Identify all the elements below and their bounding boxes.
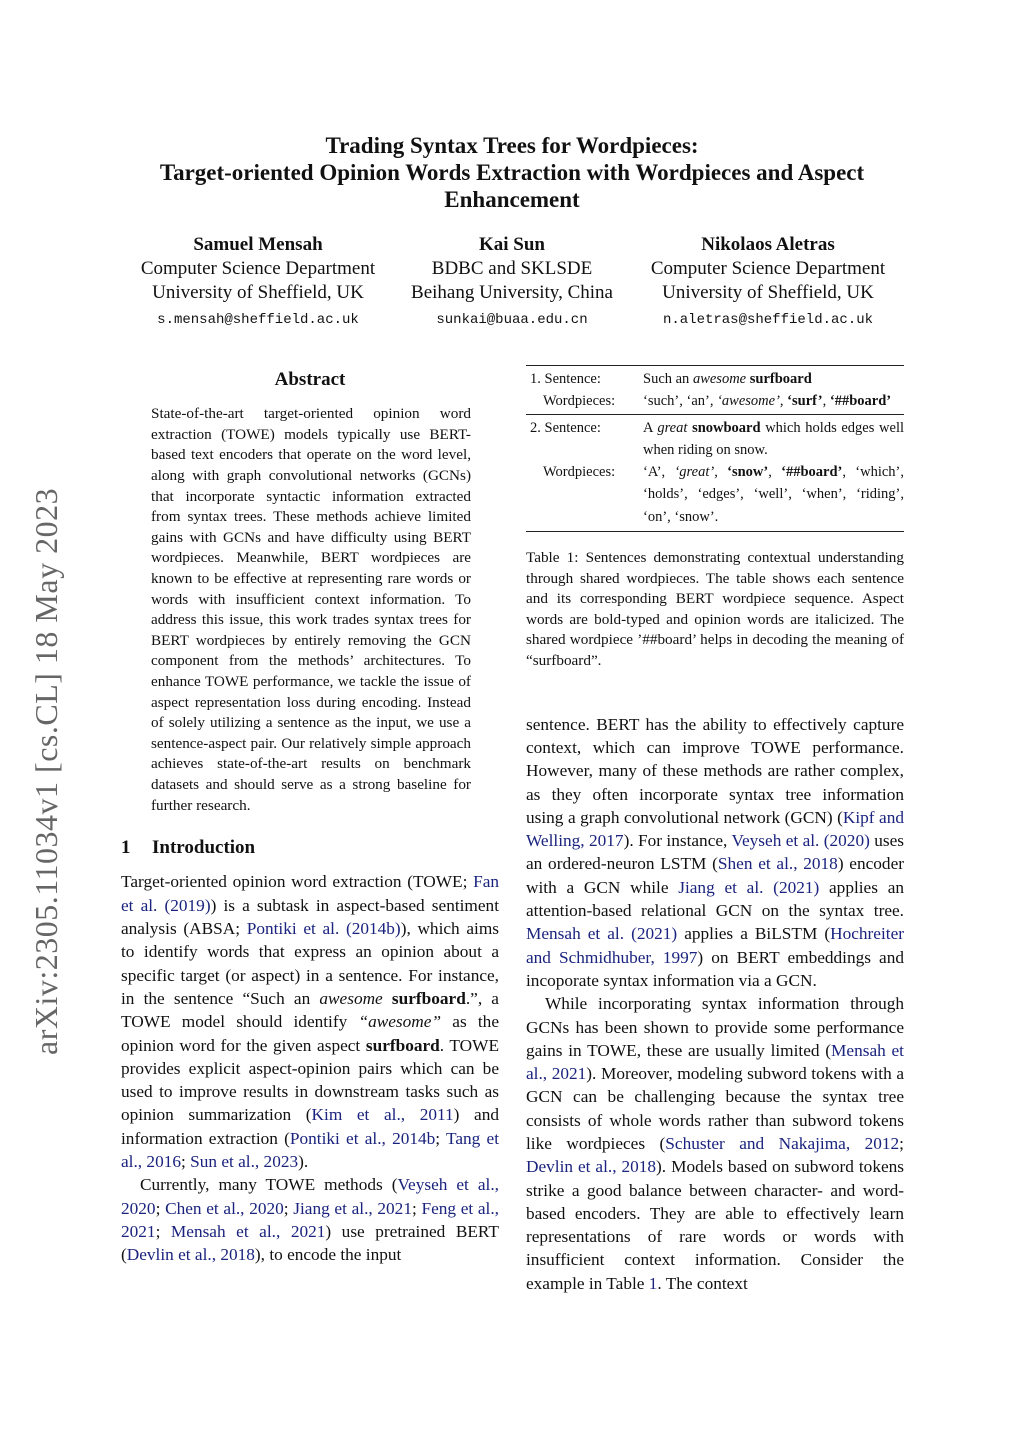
body-paragraph: While incorporating syntax information through GCNs has been shown to provide some performance gains in TOWE, these are usually limited (Mensah et al., 2021). Moreover, modeling subword tokens with a GCN can be challenging because the syntax tree consists of whole words rather than subword tokens like wordpieces (Schuster and Nakajima, 2012; Devlin et al., 2018). Models based on subword tokens strike a good balance between character- and word-based encoders. They are able to effectively learn representations of rare words or words with insufficient context information. Consider the example in Table 1. The context xyxy=(526,994,905,1293)
citation-link[interactable]: Kipf and Welling, 2017 xyxy=(526,807,905,851)
citation-link[interactable]: Devlin et al., 2018 xyxy=(526,1157,657,1177)
author-name: Nikolaos Aletras xyxy=(701,234,835,255)
table-cell: A great snowboard which holds edges well when riding on snow. xyxy=(643,419,905,458)
citation-link[interactable]: Mensah et al., 2021 xyxy=(170,1221,326,1241)
citation-link[interactable]: Jiang et al. (2021) xyxy=(678,877,820,897)
citation-link[interactable]: Sun et al., 2023 xyxy=(190,1152,299,1172)
author-affiliation: University of Sheffield, UK xyxy=(662,282,874,303)
arxiv-identifier: arXiv:2305.11034v1 [cs.CL] 18 May 2023 xyxy=(28,487,64,1055)
right-body xyxy=(526,713,904,1295)
citation-link[interactable]: Mensah et al. (2021) xyxy=(526,924,678,944)
author-3 xyxy=(628,233,908,332)
table-1 xyxy=(526,365,904,532)
title-line: Enhancement xyxy=(444,187,580,212)
left-column xyxy=(121,360,499,1267)
author-email: sunkai@buaa.edu.cn xyxy=(436,312,588,328)
intro-paragraph-2: Currently, many TOWE methods (Veyseh et al., 2020; Chen et al., 2020; Jiang et al., 2021; Feng et al., 2021; Mensah et al., 2021) use pretrained BERT (Devlin et al., 2018), to encode the input xyxy=(121,1175,499,1265)
table-row-label: Wordpieces: xyxy=(543,464,616,481)
citation-link[interactable]: Veyseh et al., 2020 xyxy=(121,1175,499,1218)
title-line: Target-oriented Opinion Words Extraction with Wordpieces and Aspect xyxy=(159,160,865,185)
author-affiliation: BDBC and SKLSDE xyxy=(431,258,593,279)
citation-link[interactable]: Jiang et al., 2021 xyxy=(293,1198,412,1218)
citation-link[interactable]: Chen et al., 2020 xyxy=(165,1198,284,1218)
citation-link[interactable]: Feng et al., 2021 xyxy=(121,1198,499,1241)
citation-link[interactable]: Veyseh et al. (2020) xyxy=(731,831,870,851)
citation-link[interactable]: Pontiki et al. (2014b) xyxy=(246,919,401,939)
author-email: n.aletras@sheffield.ac.uk xyxy=(662,312,874,328)
author-name: Samuel Mensah xyxy=(193,234,323,255)
citation-link[interactable]: Schuster and Nakajima, 2012 xyxy=(665,1133,900,1153)
author-affiliation: Computer Science Department xyxy=(650,258,886,279)
table-row xyxy=(526,368,904,390)
citation-link[interactable]: Fan et al. (2019) xyxy=(121,872,499,915)
table-caption: Table 1: Sentences demonstrating contextual understanding through shared wordpieces. The table shows each sentence and its corresponding BERT wordpiece sequence. Aspect words are bold-typed and opinion words are italicized. The shared wordpiece ’##board’ helps in decoding the meaning of “surfboard”. xyxy=(526,549,904,670)
table-row-label: Wordpieces: xyxy=(543,393,616,410)
author-1 xyxy=(118,233,398,332)
section-heading-introduction xyxy=(121,836,499,859)
citation-link[interactable]: Hochreiter and Schmidhuber, 1997 xyxy=(526,924,905,967)
citation-link[interactable]: Mensah et al., 2021 xyxy=(526,1040,904,1084)
table-reference-link[interactable]: 1 xyxy=(648,1273,658,1293)
table-cell: ‘such’, ‘an’, ‘awesome’, ‘surf’, ‘##board’ xyxy=(643,393,892,410)
table-divider xyxy=(526,414,904,415)
citation-link[interactable]: Tang et al., 2016 xyxy=(121,1128,500,1172)
author-affiliation: University of Sheffield, UK xyxy=(152,282,364,303)
body-paragraph: sentence. BERT has the ability to effectively capture context, which can improve TOWE performance. However, many of these methods are rather complex, as they often incorporate syntax tree information using a graph convolutional network (GCN) (Kipf and Welling, 2017). For instance, Veyseh et al. (2020) uses an ordered-neuron LSTM (Shen et al., 2018) encoder with a GCN while Jiang et al. (2021) applies an attention-based relational GCN on the syntax tree. Mensah et al. (2021) applies a BiLSTM (Hochreiter and Schmidhuber, 1997) on BERT embeddings and incoporate syntax information via a GCN. xyxy=(526,714,905,990)
section-number: 1 xyxy=(121,837,131,859)
table-row xyxy=(526,417,904,462)
author-email: s.mensah@sheffield.ac.uk xyxy=(157,312,359,328)
citation-link[interactable]: Pontiki et al., 2014b xyxy=(289,1128,436,1148)
author-affiliation: Computer Science Department xyxy=(140,258,376,279)
table-cell: Such an awesome surfboard xyxy=(643,371,812,387)
author-name: Kai Sun xyxy=(478,234,545,255)
author-2 xyxy=(372,233,652,332)
table-cell: ‘A’, ‘great’, ‘snow’, ‘##board’, ‘which’, ‘holds’, ‘edges’, ‘well’, ‘when’, ‘riding’, ‘on’, ‘snow’. xyxy=(643,464,904,525)
table-row xyxy=(526,461,904,528)
abstract-heading: Abstract xyxy=(274,369,346,390)
intro-paragraph-1: Target-oriented opinion word extraction (TOWE; Fan et al. (2019)) is a subtask in aspect-based sentiment analysis (ABSA; Pontiki et al. (2014b)), which aims to identify words that express an opinion about a specific target (or aspect) in a sentence. For instance, in the sentence “Such an awesome surfboard.”, a TOWE model should identify “awesome” as the opinion word for the given aspect surfboard. TOWE provides explicit aspect-opinion pairs which can be used to improve results in downstream tasks such as opinion summarization (Kim et al., 2011) and information extraction (Pontiki et al., 2014b; Tang et al., 2016; Sun et al., 2023). xyxy=(121,872,500,1172)
citation-link[interactable]: Kim et al., 2011 xyxy=(311,1105,454,1125)
paper-title xyxy=(112,132,912,213)
right-column xyxy=(526,360,904,1295)
title-line: Trading Syntax Trees for Wordpieces: xyxy=(325,133,699,158)
citation-link[interactable]: Devlin et al., 2018 xyxy=(126,1245,255,1265)
author-affiliation: Beihang University, China xyxy=(411,282,613,303)
table-row xyxy=(526,390,904,412)
section-title: Introduction xyxy=(152,837,256,859)
abstract-text: State-of-the-art target-oriented opinion word extraction (TOWE) models typically use BERT-based text encoders that operate on the word level, along with graph convolutional networks (GCNs) that incorporate syntactic information extracted from syntax trees. These methods achieve limited gains with GCNs and have difficulty using BERT wordpieces. Meanwhile, BERT wordpieces are known to be effective at representing rare words or words with insufficient context information. To address this issue, this work trades syntax trees for BERT wordpieces by entirely removing the GCN component from the methods’ architectures. To enhance TOWE performance, we tackle the issue of aspect representation loss during encoding. Instead of solely utilizing a sentence as the input, we use a sentence-aspect pair. Our relatively simple approach achieves state-of-the-art results on benchmark datasets and should serve as a strong baseline for further research. xyxy=(151,405,471,814)
citation-link[interactable]: Shen et al., 2018 xyxy=(717,854,838,874)
table-row-label: 1. Sentence: xyxy=(530,371,601,387)
table-row-label: 2. Sentence: xyxy=(530,419,601,436)
